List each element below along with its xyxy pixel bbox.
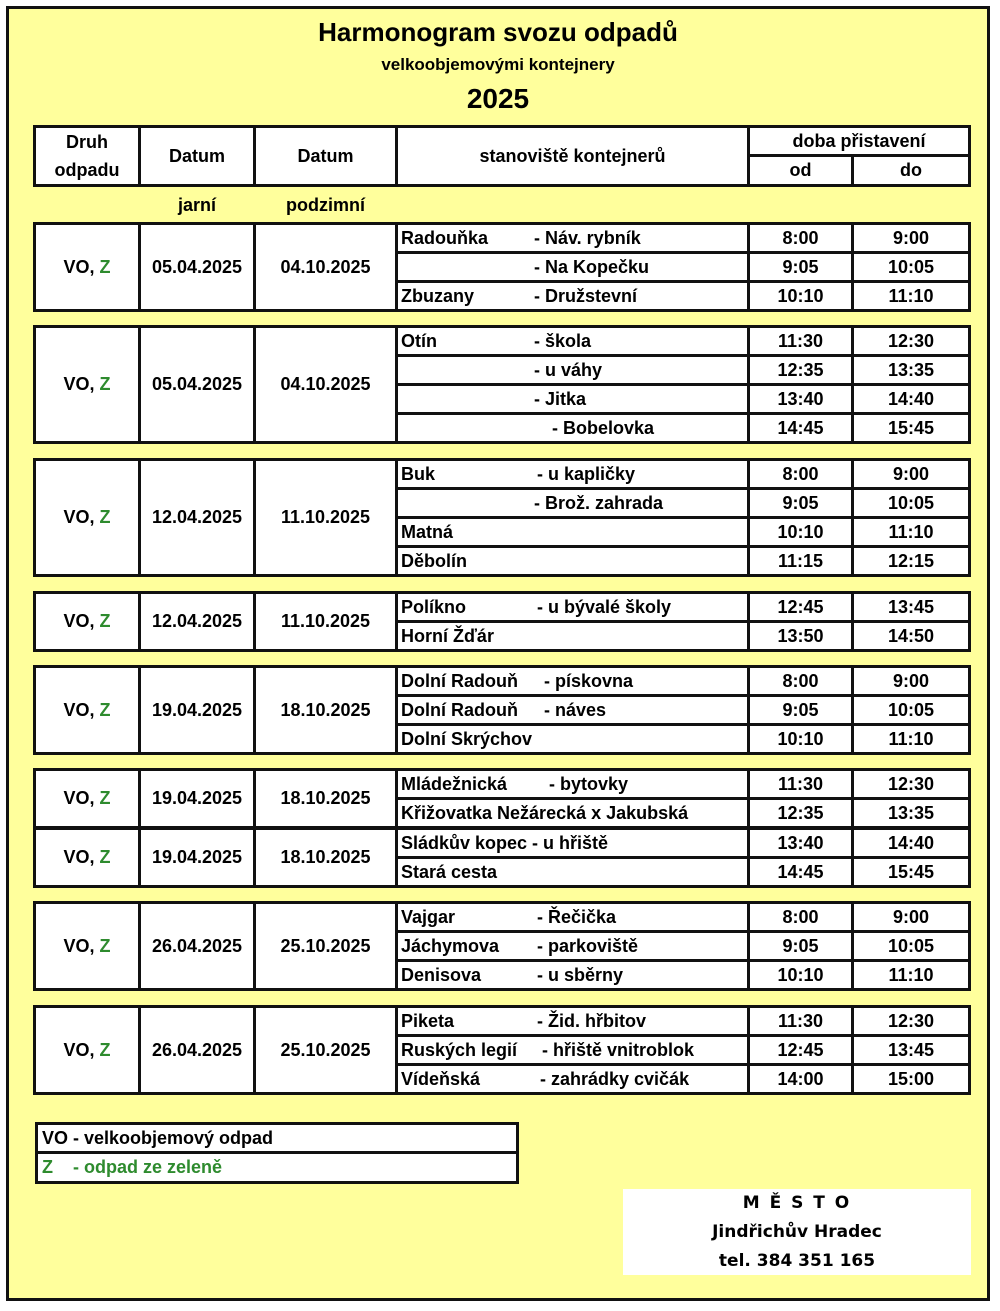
time-to-cell: 13:45 (851, 591, 971, 623)
time-from-cell: 11:30 (747, 1005, 854, 1037)
location-cell (395, 620, 750, 652)
location-cell (395, 665, 750, 697)
waste-type-cell (33, 222, 141, 312)
location-spot: - zahrádky cvičák (540, 1068, 690, 1089)
time-to-cell: 15:00 (851, 1063, 971, 1095)
time-to-cell: 12:30 (851, 768, 971, 800)
time-from-cell: 14:45 (747, 412, 854, 444)
time-from-cell: 12:35 (747, 797, 854, 829)
time-to-cell: 11:10 (851, 280, 971, 312)
waste-type-vo: VO, (63, 935, 95, 956)
autumn-date-cell: 04.10.2025 (253, 222, 398, 312)
time-to-cell: 12:30 (851, 325, 971, 357)
location-spot: - pískovna (544, 670, 634, 691)
autumn-date-cell: 18.10.2025 (253, 827, 398, 888)
spring-date-cell: 19.04.2025 (138, 768, 256, 829)
location-cell (395, 1005, 750, 1037)
waste-type-z: Z (99, 935, 111, 956)
header-datum-spring: Datum (138, 125, 256, 187)
page-subtitle: velkoobjemovými kontejnery (381, 55, 615, 74)
location-place: Jáchymova (401, 935, 500, 956)
location-cell (395, 458, 750, 490)
location-spot: - Řečička (537, 906, 617, 927)
time-from-cell: 10:10 (747, 280, 854, 312)
location-place: Horní Žďár (401, 625, 494, 646)
sign-mesto: M Ě S T O (742, 1193, 852, 1213)
time-from-cell: 9:05 (747, 487, 854, 519)
waste-type-cell (33, 325, 141, 444)
location-place: Piketa (401, 1010, 455, 1031)
time-to-cell: 14:40 (851, 827, 971, 859)
location-cell (395, 280, 750, 312)
page-title: Harmonogram svozu odpadů (318, 17, 678, 47)
time-from-cell: 13:40 (747, 383, 854, 415)
time-to-cell: 13:45 (851, 1034, 971, 1066)
location-spot: - parkoviště (537, 935, 639, 956)
time-from-cell: 12:45 (747, 1034, 854, 1066)
time-from-cell: 11:15 (747, 545, 854, 577)
time-from-cell: 10:10 (747, 723, 854, 755)
sign-phone: tel. 384 351 165 (718, 1251, 876, 1271)
header-doba-pristaveni: doba přistavení (747, 125, 971, 157)
time-from-cell: 13:40 (747, 827, 854, 859)
location-cell (395, 354, 750, 386)
spring-date-cell: 12.04.2025 (138, 458, 256, 577)
time-to-cell: 11:10 (851, 723, 971, 755)
city-signature (623, 1189, 971, 1275)
location-cell (395, 222, 750, 254)
time-to-cell: 14:40 (851, 383, 971, 415)
waste-type-z: Z (99, 611, 111, 631)
location-spot: - Žid. hřbitov (537, 1010, 646, 1031)
waste-type-z: Z (99, 847, 111, 867)
location-place: Buk (401, 463, 436, 484)
location-cell (395, 959, 750, 991)
time-to-cell: 9:00 (851, 458, 971, 490)
spring-date-cell: 05.04.2025 (138, 222, 256, 312)
location-place: Dolní Radouň (401, 670, 518, 691)
location-cell (395, 325, 750, 357)
location-cell (395, 1034, 750, 1066)
location-cell (395, 901, 750, 933)
autumn-date-cell: 04.10.2025 (253, 325, 398, 444)
location-spot: - náves (544, 699, 607, 720)
spring-date-cell: 26.04.2025 (138, 1005, 256, 1095)
time-from-cell: 9:05 (747, 251, 854, 283)
waste-type-cell (33, 768, 141, 829)
location-place: Dolní Radouň (401, 699, 518, 720)
location-cell (395, 694, 750, 726)
location-cell (395, 768, 750, 800)
time-from-cell: 8:00 (747, 222, 854, 254)
time-to-cell: 12:15 (851, 545, 971, 577)
location-place: Políkno (401, 596, 467, 617)
location-cell (395, 591, 750, 623)
waste-type-z: Z (99, 374, 111, 394)
location-cell (395, 930, 750, 962)
waste-type-cell (33, 458, 141, 577)
time-to-cell: 10:05 (851, 930, 971, 962)
waste-type-cell (33, 665, 141, 755)
location-cell (395, 545, 750, 577)
location-place: Dolní Skrýchov (401, 728, 533, 749)
time-from-cell: 8:00 (747, 665, 854, 697)
time-to-cell: 13:35 (851, 797, 971, 829)
spring-date-cell: 19.04.2025 (138, 665, 256, 755)
waste-type-vo: VO, (63, 699, 95, 720)
time-to-cell: 15:45 (851, 856, 971, 888)
location-place: Radouňka (401, 227, 489, 248)
location-spot: - u sběrny (537, 964, 624, 985)
page-year: 2025 (466, 83, 530, 114)
location-place: Otín (401, 330, 437, 351)
time-to-cell: 10:05 (851, 487, 971, 519)
waste-type-cell (33, 1005, 141, 1095)
location-place: Děbolín (401, 550, 467, 571)
time-from-cell: 8:00 (747, 458, 854, 490)
waste-type-z: Z (99, 788, 111, 808)
autumn-date-cell: 25.10.2025 (253, 1005, 398, 1095)
time-to-cell: 9:00 (851, 665, 971, 697)
spring-date-cell: 19.04.2025 (138, 827, 256, 888)
time-from-cell: 9:05 (747, 694, 854, 726)
waste-type-vo: VO, (63, 1039, 95, 1060)
waste-type-z: Z (99, 507, 111, 527)
location-cell (395, 797, 750, 829)
autumn-date-cell: 11.10.2025 (253, 591, 398, 652)
waste-type-vo: VO, (63, 611, 95, 631)
location-spot: - Náv. rybník (534, 227, 641, 248)
spring-date-cell: 05.04.2025 (138, 325, 256, 444)
waste-type-cell (33, 901, 141, 991)
location-cell (395, 1063, 750, 1095)
time-to-cell: 9:00 (851, 222, 971, 254)
header-druh-odpadu: Druh odpadu (33, 125, 141, 187)
header-od: od (747, 154, 854, 187)
time-from-cell: 11:30 (747, 768, 854, 800)
location-cell (395, 723, 750, 755)
waste-type-vo: VO, (63, 788, 95, 808)
waste-type-cell (33, 827, 141, 888)
header-stanoviste: stanoviště kontejnerů (395, 125, 750, 187)
time-from-cell: 14:45 (747, 856, 854, 888)
location-cell (395, 516, 750, 548)
waste-type-vo: VO, (63, 256, 95, 277)
time-to-cell: 10:05 (851, 251, 971, 283)
time-from-cell: 9:05 (747, 930, 854, 962)
legend-z: Z - odpad ze zeleně (35, 1151, 519, 1184)
location-cell (395, 827, 750, 859)
location-place: Vajgar (401, 906, 456, 927)
waste-type-z: Z (99, 1039, 111, 1060)
spring-date-cell: 12.04.2025 (138, 591, 256, 652)
location-spot: - Družstevní (534, 285, 638, 306)
location-place: Zbuzany (401, 285, 475, 306)
label-jarni: jarní (177, 195, 216, 215)
autumn-date-cell: 18.10.2025 (253, 665, 398, 755)
time-from-cell: 12:35 (747, 354, 854, 386)
legend-vo: VO - velkoobjemový odpad (35, 1122, 519, 1154)
location-cell (395, 412, 750, 444)
label-podzimni: podzimní (286, 195, 365, 215)
location-place: Vídeňská (401, 1068, 481, 1089)
time-from-cell: 10:10 (747, 516, 854, 548)
waste-type-cell (33, 591, 141, 652)
time-to-cell: 11:10 (851, 959, 971, 991)
autumn-date-cell: 11.10.2025 (253, 458, 398, 577)
autumn-date-cell: 18.10.2025 (253, 768, 398, 829)
time-to-cell: 13:35 (851, 354, 971, 386)
location-place: Ruských legií (401, 1039, 518, 1060)
location-place: Mládežnická (401, 773, 508, 794)
header-datum-autumn: Datum (253, 125, 398, 187)
waste-type-z: Z (99, 699, 111, 720)
spring-date-cell: 26.04.2025 (138, 901, 256, 991)
location-cell (395, 856, 750, 888)
time-from-cell: 13:50 (747, 620, 854, 652)
time-to-cell: 12:30 (851, 1005, 971, 1037)
sign-city-name: Jindřichův Hradec (712, 1222, 882, 1242)
location-spot: - u kapličky (537, 463, 636, 484)
autumn-date-cell: 25.10.2025 (253, 901, 398, 991)
location-spot: - škola (534, 330, 592, 351)
waste-type-vo: VO, (63, 507, 95, 527)
waste-type-vo: VO, (63, 374, 95, 394)
location-place: Denisova (401, 964, 482, 985)
waste-type-z: Z (99, 256, 111, 277)
waste-type-vo: VO, (63, 847, 95, 867)
location-spot: - bytovky (549, 773, 629, 794)
header-do: do (851, 154, 971, 187)
location-spot: - u bývalé školy (537, 596, 672, 617)
location-cell (395, 487, 750, 519)
location-place: Sládkův kopec - u hřiště (401, 832, 609, 853)
location-spot: - hřiště vnitroblok (542, 1039, 695, 1060)
time-from-cell: 14:00 (747, 1063, 854, 1095)
time-to-cell: 10:05 (851, 694, 971, 726)
time-to-cell: 15:45 (851, 412, 971, 444)
location-spot: - u váhy (534, 359, 603, 380)
time-from-cell: 12:45 (747, 591, 854, 623)
time-from-cell: 10:10 (747, 959, 854, 991)
location-place: Křižovatka Nežárecká x Jakubská (401, 802, 689, 823)
schedule-page (6, 6, 990, 1301)
time-to-cell: 14:50 (851, 620, 971, 652)
time-from-cell: 8:00 (747, 901, 854, 933)
location-spot: - Bobelovka (552, 417, 655, 438)
location-spot: - Na Kopečku (534, 256, 650, 277)
location-place: Matná (401, 521, 454, 542)
location-spot: - Brož. zahrada (534, 492, 664, 513)
location-cell (395, 383, 750, 415)
location-place: Stará cesta (401, 861, 498, 882)
location-cell (395, 251, 750, 283)
time-from-cell: 11:30 (747, 325, 854, 357)
time-to-cell: 11:10 (851, 516, 971, 548)
time-to-cell: 9:00 (851, 901, 971, 933)
location-spot: - Jitka (534, 388, 587, 409)
